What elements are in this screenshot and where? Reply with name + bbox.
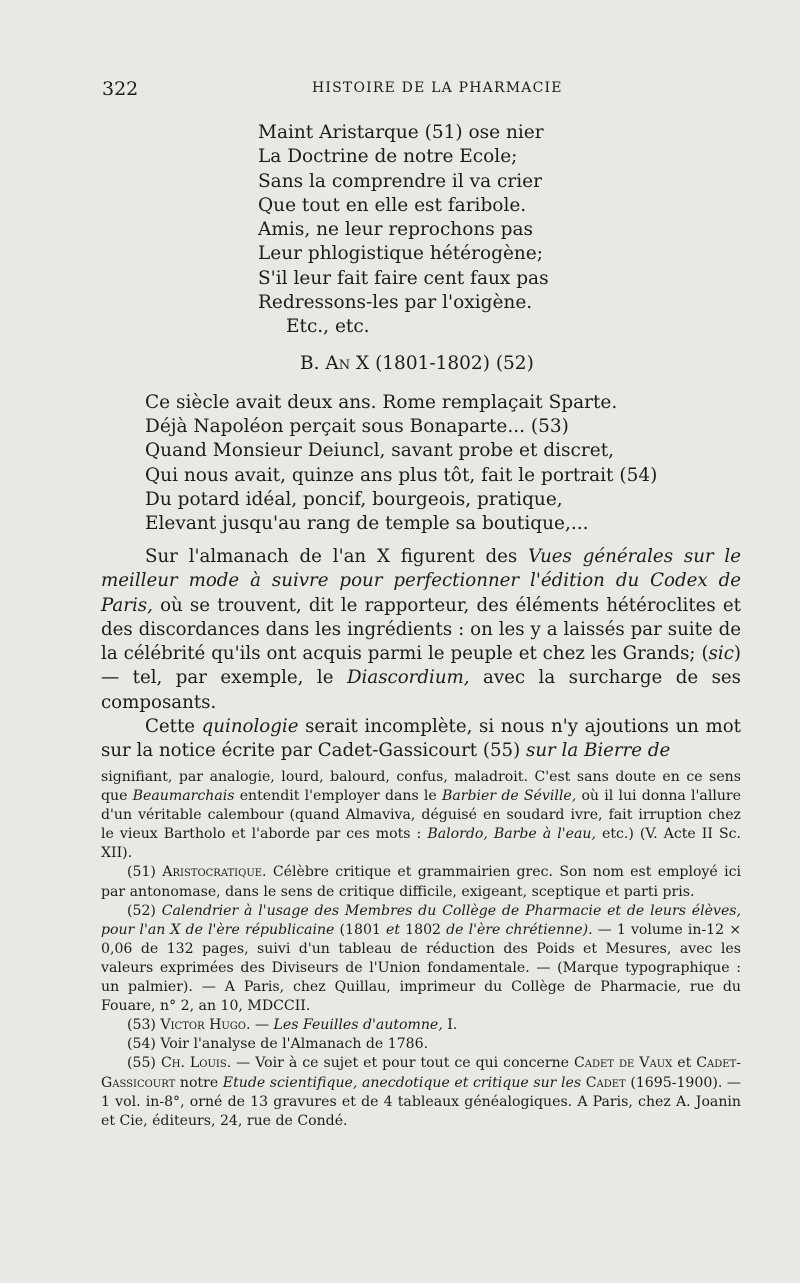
- poem-line-etc: Etc., etc.: [286, 316, 370, 338]
- section-note-ref: (52): [495, 353, 534, 374]
- paragraph-almanach: Sur l'almanach de l'an X figurent des Vues générales sur le meilleur mode à suivre pour perfectionner l'édition du Codex de Paris, où se trouvent, dit le rapporteur, des éléments hétéroclites et des discordances dans les ingrédients : on les y a laissés par suite de la célébrité qu'ils ont acquis parmi le peuple et chez les Grands; (sic) — tel, par exemple, le Diascordium, avec la surcharge de ses composants.: [101, 546, 741, 713]
- footnotes: [101, 768, 741, 1131]
- poem-line: Déjà Napoléon perçait sous Bonaparte... (53): [145, 416, 569, 438]
- poem-line: Ce siècle avait deux ans. Rome remplaçait Sparte.: [145, 392, 618, 413]
- poem-line: Redressons-les par l'oxigène.: [258, 292, 533, 314]
- section-letter: B.: [300, 353, 320, 374]
- section-label: An X: [325, 353, 370, 374]
- footnote-continuation: signifiant, par analogie, lourd, balourd, confus, maladroit. C'est sans doute en ce sens que Beaumarchais entendit l'employer dans le Barbier de Séville, où il lui donna l'allure d'un véritable calembour (quand Almaviva, déguisé en soudard ivre, fait irruption chez le vieux Bartholo et l'aborde par ces mots : Balordo, Barbe à l'eau, etc.) (V. Acte II Sc. XII).: [101, 769, 742, 862]
- footnote-54: (54) Voir l'analyse de l'Almanach de 1786.: [127, 1036, 429, 1053]
- page-number: 322: [102, 78, 139, 100]
- poem-line: Sans la comprendre il va crier: [258, 170, 542, 192]
- footnote-51: (51) Aristocratique. Célèbre critique et grammairien grec. Son nom est employé ici par antonomase, dans le sens de critique difficile, exigeant, sceptique et parti pris.: [101, 864, 741, 900]
- running-title: HISTOIRE DE LA PHARMACIE: [312, 80, 563, 96]
- page-header: [102, 78, 742, 100]
- poem-line: Du potard idéal, poncif, bourgeois, pratique,: [145, 488, 563, 510]
- body-text: [101, 545, 741, 764]
- poem-stanza-2: [145, 391, 657, 536]
- poem-line: Que tout en elle est faribole.: [258, 194, 527, 216]
- poem-line: Maint Aristarque (51) ose nier: [258, 122, 544, 143]
- poem-line: Elevant jusqu'au rang de temple sa boutique,...: [145, 513, 589, 535]
- footnote-divider: [101, 762, 741, 763]
- poem-line: La Doctrine de notre Ecole;: [258, 146, 518, 168]
- section-dates: (1801-1802): [375, 353, 490, 374]
- footnote-55: (55) Ch. Louis. — Voir à ce sujet et pour tout ce qui concerne Cadet de Vaux et Cadet-Gassicourt notre Etude scientifique, anecdotique et critique sur les Cadet (1695-1900). — 1 vol. in-8°, orné de 13 gravures et de 4 tableaux généalogiques. A Paris, chez A. Joanin et Cie, éditeurs, 24, rue de Condé.: [101, 1055, 742, 1129]
- poem-stanza-1: [258, 121, 549, 340]
- footnote-53: (53) Victor Hugo. — Les Feuilles d'automne, I.: [127, 1017, 458, 1034]
- poem-line: Qui nous avait, quinze ans plus tôt, fait le portrait (54): [145, 464, 658, 486]
- paragraph-quinologie: Cette quinologie serait incomplète, si nous n'y ajoutions un mot sur la notice écrite par Cadet-Gassicourt (55) sur la Bierre de: [101, 716, 741, 762]
- poem-line: Amis, ne leur reprochons pas: [258, 219, 534, 241]
- poem-line: Leur phlogistique hétérogène;: [258, 243, 543, 265]
- poem-line: S'il leur fait faire cent faux pas: [258, 267, 549, 289]
- section-heading: [300, 353, 534, 374]
- footnote-52: (52) Calendrier à l'usage des Membres du Collège de Pharmacie et de leurs élèves, pour l'an X de l'ère républicaine (1801 et 1802 de l'ère chrétienne). — 1 volume in-12 × 0,06 de 132 pages, suivi d'un tableau de réduction des Poids et Mesures, avec les valeurs exprimées des Diviseurs de l'Union fondamentale. — (Marque typographique : un palmier). — A Paris, chez Quillau, imprimeur du Collège de Pharmacie, rue du Fouare, n° 2, an 10, MDCCII.: [101, 902, 742, 1015]
- poem-line: Quand Monsieur Deiuncl, savant probe et discret,: [145, 440, 615, 462]
